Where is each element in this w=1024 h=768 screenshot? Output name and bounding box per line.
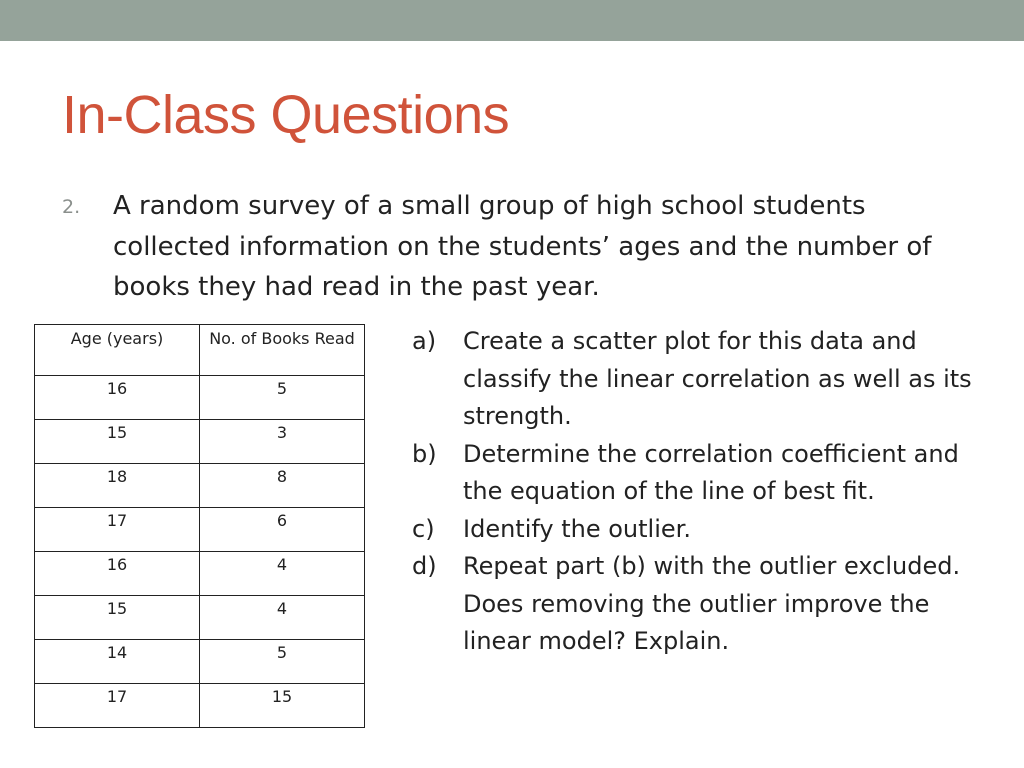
part-label: d) [412,552,437,580]
table-row [35,464,365,508]
table-row [35,640,365,684]
table-row [35,596,365,640]
survey-data-table [34,324,365,728]
table-row [35,376,365,420]
cell-age: 18 [35,464,200,508]
header-books: No. of Books Read [200,325,365,376]
cell-age: 17 [35,684,200,728]
cell-books: 8 [200,464,365,508]
part-text: Create a scatter plot for this data and classify the linear correlation as well as its strength. [463,327,972,430]
list-item [412,548,972,661]
table-row [35,684,365,728]
cell-age: 16 [35,552,200,596]
question-number: 2. [62,196,81,218]
top-decorative-bar [0,0,1024,41]
cell-age: 17 [35,508,200,552]
list-item [412,511,972,549]
cell-books: 15 [200,684,365,728]
table-row [35,508,365,552]
part-text: Identify the outlier. [463,514,691,543]
cell-books: 4 [200,596,365,640]
cell-books: 3 [200,420,365,464]
cell-books: 5 [200,376,365,420]
table-row [35,420,365,464]
part-label: b) [412,439,437,468]
cell-books: 5 [200,640,365,684]
cell-age: 15 [35,420,200,464]
part-text: Determine the correlation coefficient and the equation of the line of best fit. [463,439,959,505]
cell-age: 14 [35,640,200,684]
header-age: Age (years) [35,325,200,376]
cell-age: 15 [35,596,200,640]
part-text: Repeat part (b) with the outlier excluded. Does removing the outlier improve the linear model? Explain. [463,552,961,655]
cell-age: 16 [35,376,200,420]
slide-title: In-Class Questions [62,85,510,145]
table-header-row [35,325,365,376]
table-row [35,552,365,596]
list-item [412,436,972,511]
part-label: c) [412,514,435,543]
question-text: A random survey of a small group of high school students collected information on the students’ ages and the number of books they had read in the past year. [113,191,932,302]
question-parts-list [412,323,972,661]
list-item [412,323,972,436]
cell-books: 4 [200,552,365,596]
cell-books: 6 [200,508,365,552]
part-label: a) [412,327,437,355]
